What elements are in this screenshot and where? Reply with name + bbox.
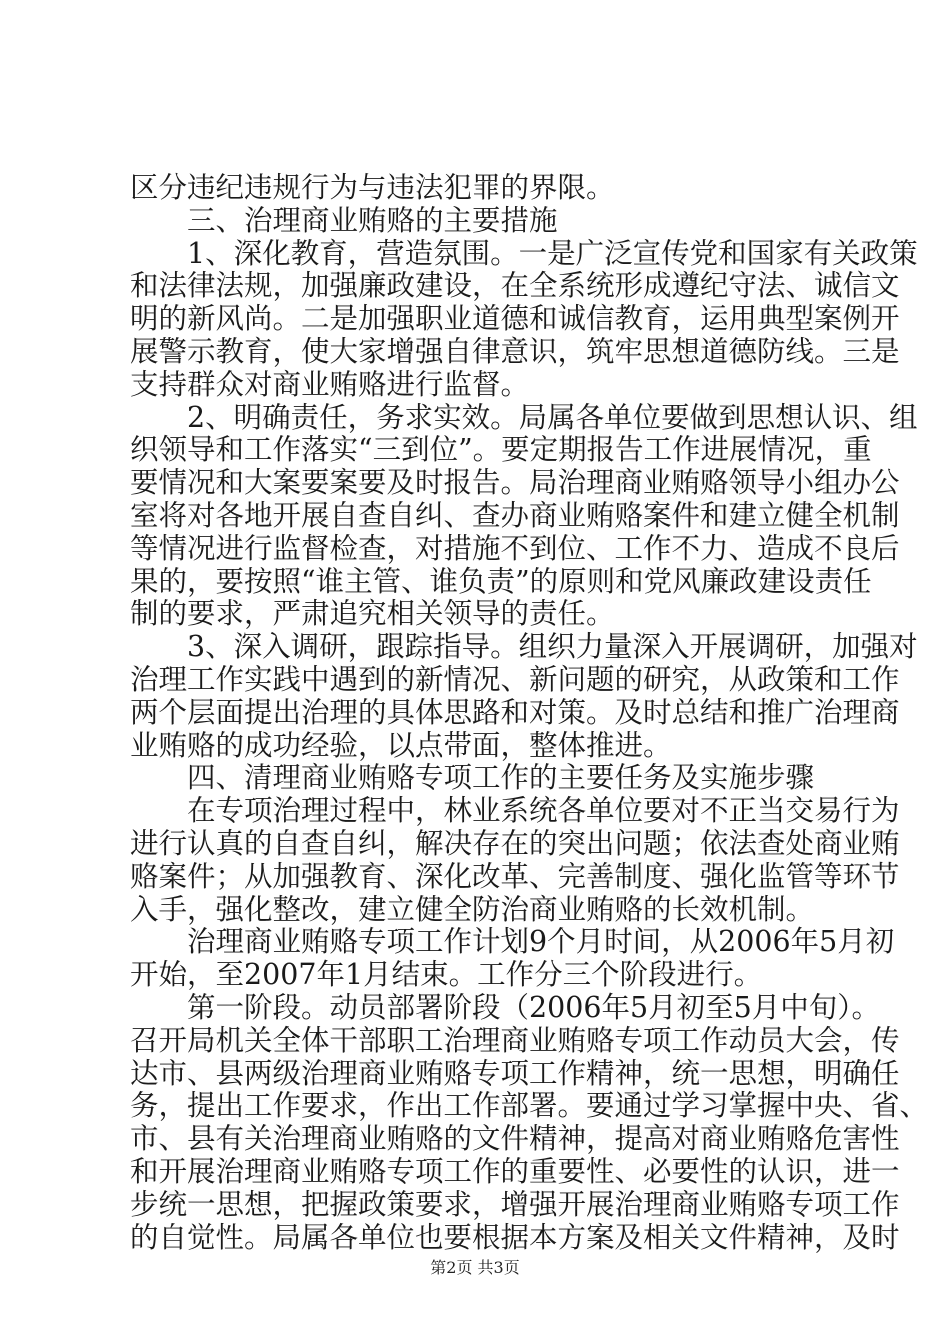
text-line: 入手，强化整改，建立健全防治商业贿赂的长效机制。: [130, 892, 815, 926]
text-line: 业贿赂的成功经验，以点带面，整体推进。: [130, 728, 672, 762]
text-line: 制的要求，严肃追究相关领导的责任。: [130, 597, 615, 631]
text-line: 召开局机关全体干部职工治理商业贿赂专项工作动员大会，传: [130, 1023, 900, 1057]
text-line: 明的新风尚。二是加强职业道德和诚信教育，运用典型案例开: [130, 302, 900, 336]
text-line: 室将对各地开展自查自纠、查办商业贿赂案件和建立健全机制: [130, 498, 900, 532]
text-line: 开始，至2007年1月结束。工作分三个阶段进行。: [130, 958, 763, 992]
text-line: 两个层面提出治理的具体思路和对策。及时总结和推广治理商: [130, 695, 900, 729]
text-line: 2、明确责任，务求实效。局属各单位要做到思想认识、组: [130, 400, 918, 434]
text-line: 要情况和大案要案要及时报告。局治理商业贿赂领导小组办公: [130, 466, 900, 500]
text-line: 第一阶段。动员部署阶段（2006年5月初至5月中旬）。: [130, 990, 881, 1024]
text-line: 1、深化教育，营造氛围。一是广泛宣传党和国家有关政策: [130, 236, 918, 270]
section-heading: 四、清理商业贿赂专项工作的主要任务及实施步骤: [130, 761, 815, 795]
text-line: 达市、县两级治理商业贿赂专项工作精神，统一思想，明确任: [130, 1056, 900, 1090]
section-heading: 三、治理商业贿赂的主要措施: [130, 203, 558, 237]
text-line: 步统一思想，把握政策要求，增强开展治理商业贿赂专项工作: [130, 1187, 900, 1221]
text-line: 支持群众对商业贿赂进行监督。: [130, 367, 530, 401]
text-line: 等情况进行监督检查，对措施不到位、工作不力、造成不良后: [130, 531, 900, 565]
text-line: 市、县有关治理商业贿赂的文件精神，提高对商业贿赂危害性: [130, 1122, 900, 1156]
document-body: [130, 171, 929, 1254]
text-line: 进行认真的自查自纠，解决存在的突出问题；依法查处商业贿: [130, 826, 900, 860]
text-line: 治理工作实践中遇到的新情况、新问题的研究，从政策和工作: [130, 662, 900, 696]
text-line: 赂案件；从加强教育、深化改革、完善制度、强化监管等环节: [130, 859, 900, 893]
text-line: 和开展治理商业贿赂专项工作的重要性、必要性的认识，进一: [130, 1154, 900, 1188]
text-line: 务，提出工作要求，作出工作部署。要通过学习掌握中央、省、: [130, 1089, 929, 1123]
text-line: 织领导和工作落实“三到位”。要定期报告工作进展情况，重: [130, 433, 872, 467]
page-footer: [0, 1258, 950, 1278]
text-line: 治理商业贿赂专项工作计划9个月时间，从2006年5月初: [130, 925, 895, 959]
page-number-label: 第2页 共3页: [430, 1258, 520, 1277]
text-line: 果的，要按照“谁主管、谁负责”的原则和党风廉政建设责任: [130, 564, 872, 598]
text-line: 在专项治理过程中，林业系统各单位要对不正当交易行为: [130, 794, 900, 828]
text-line: 和法律法规，加强廉政建设，在全系统形成遵纪守法、诚信文: [130, 269, 900, 303]
text-line: 3、深入调研，跟踪指导。组织力量深入开展调研，加强对: [130, 630, 918, 664]
text-line: 的自觉性。局属各单位也要根据本方案及相关文件精神，及时: [130, 1220, 900, 1254]
text-line: 展警示教育，使大家增强自律意识，筑牢思想道德防线。三是: [130, 334, 900, 368]
text-line: 区分违纪违规行为与违法犯罪的界限。: [130, 171, 615, 204]
